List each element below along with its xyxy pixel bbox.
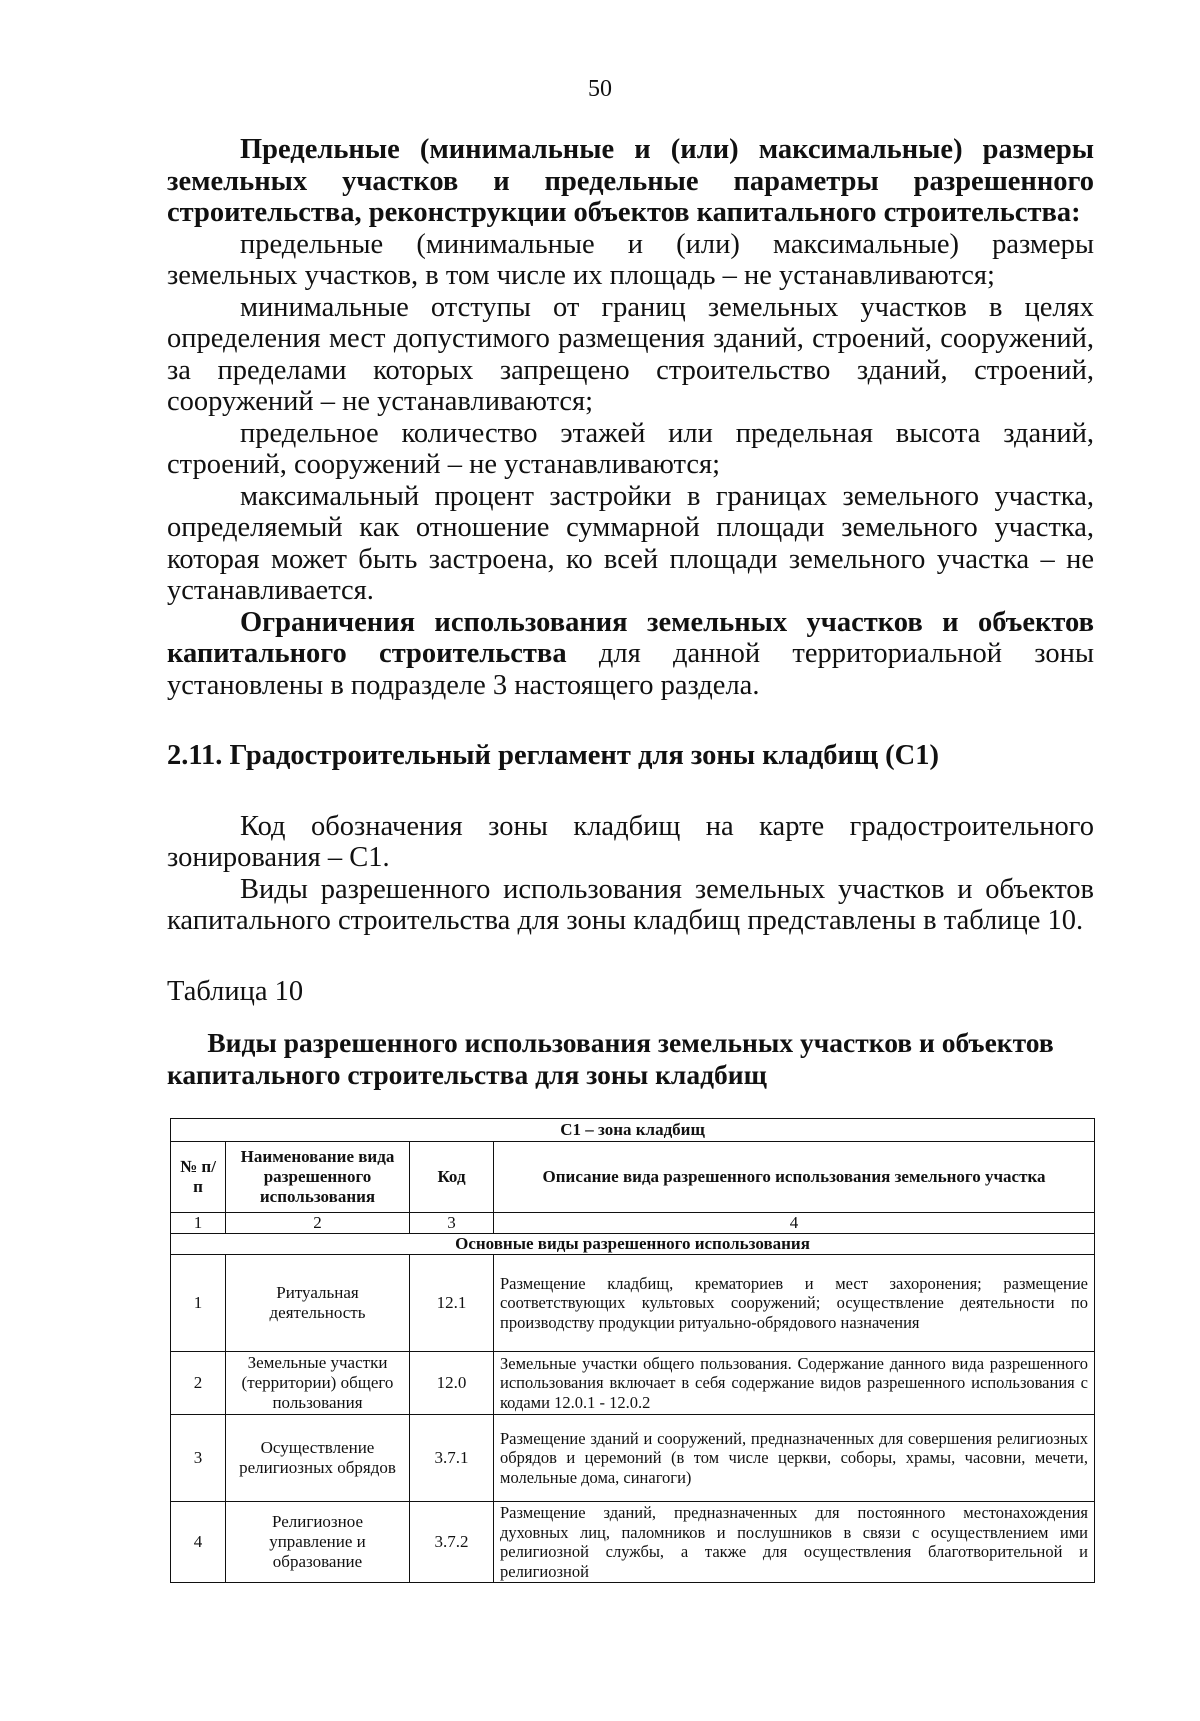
row-num: 2 [171, 1352, 226, 1415]
row-code: 3.7.2 [410, 1502, 494, 1583]
row-desc: Размещение зданий и сооружений, предназначенных для совершения религиозных обрядов и церемоний (в том числе церкви, соборы, храмы, часовни, мечети, молельные дома, синагоги) [494, 1415, 1095, 1502]
row-num: 4 [171, 1502, 226, 1583]
row-desc: Земельные участки общего пользования. Содержание данного вида разрешенного использования включает в себя содержание видов разрешенного использования с кодами 12.0.1 - 12.0.2 [494, 1352, 1095, 1415]
header-desc: Описание вида разрешенного использования земельного участка [494, 1142, 1095, 1213]
paragraph: предельные (минимальные и (или) максимальные) размеры земельных участков, в том числе их площадь – не устанавливаются; [167, 228, 1094, 291]
zone-header-row [171, 1119, 1095, 1142]
zone-header: С1 – зона кладбищ [171, 1119, 1095, 1142]
uses-table [170, 1118, 1095, 1583]
table-row [171, 1352, 1095, 1415]
header-code: Код [410, 1142, 494, 1213]
restrictions-paragraph [167, 607, 1094, 702]
restrictions-rest: для данной территориальной зоны установлены в подразделе 3 настоящего раздела. [167, 638, 1094, 701]
restrictions-bold: Ограничения использования земельных участков и объектов капитального строительства [167, 606, 1094, 669]
column-number: 2 [226, 1213, 410, 1234]
table-title: Виды разрешенного использования земельных участков и объектов капитального строительства для зоны кладбищ [167, 1027, 1054, 1090]
row-code: 12.0 [410, 1352, 494, 1415]
row-desc: Размещение зданий, предназначенных для постоянного местонахождения духовных лиц, паломников и послушников в связи с осуществлением ими религиозной службы, а также для осуществления благотворительной и религиозной [494, 1502, 1095, 1583]
header-num: № п/п [171, 1142, 226, 1213]
column-number: 3 [410, 1213, 494, 1234]
row-code: 12.1 [410, 1255, 494, 1352]
heading-block: Предельные (минимальные и (или) максимальные) размеры земельных участков и предельные параметры разрешенного строительства, реконструкции объектов капитального строительства: [167, 134, 1094, 228]
paragraph: Код обозначения зоны кладбищ на карте градостроительного зонирования – С1. [167, 810, 1094, 873]
row-name: Ритуальная деятельность [226, 1255, 410, 1352]
paragraph: предельное количество этажей или предельная высота зданий, строений, сооружений – не устанавливаются; [167, 417, 1094, 480]
table-row [171, 1255, 1095, 1352]
column-header-row [171, 1142, 1095, 1213]
row-desc: Размещение кладбищ, крематориев и мест захоронения; размещение соответствующих культовых сооружений; осуществление деятельности по производству продукции ритуально-обрядового назначения [494, 1255, 1095, 1352]
paragraph: максимальный процент застройки в границах земельного участка, определяемый как отношение суммарной площади земельного участка, которая может быть застроена, ко всей площади земельного участка – не устанавливается. [167, 480, 1094, 606]
table-caption: Таблица 10 [167, 975, 304, 1007]
row-num: 1 [171, 1255, 226, 1352]
paragraph: минимальные отступы от границ земельных участков в целях определения мест допустимого размещения зданий, строений, сооружений, за пределами которых запрещено строительство зданий, строений, сооружений – не устанавливаются; [167, 291, 1094, 417]
row-name: Религиозное управление и образование [226, 1502, 410, 1583]
document-body [167, 134, 1094, 1090]
header-name: Наименование вида разрешенного использования [226, 1142, 410, 1213]
table-row [171, 1502, 1095, 1583]
row-name: Земельные участки (территории) общего пользования [226, 1352, 410, 1415]
group-header-row [171, 1234, 1095, 1255]
page-number: 50 [588, 76, 612, 102]
row-name: Осуществление религиозных обрядов [226, 1415, 410, 1502]
row-code: 3.7.1 [410, 1415, 494, 1502]
column-number: 4 [494, 1213, 1095, 1234]
paragraph: Виды разрешенного использования земельных участков и объектов капитального строительства для зоны кладбищ представлены в таблице 10. [167, 873, 1094, 936]
row-num: 3 [171, 1415, 226, 1502]
group-header: Основные виды разрешенного использования [171, 1234, 1095, 1255]
section-heading: 2.11. Градостроительный регламент для зоны кладбищ (С1) [167, 740, 939, 771]
column-number: 1 [171, 1213, 226, 1234]
column-number-row [171, 1213, 1095, 1234]
table-row [171, 1415, 1095, 1502]
